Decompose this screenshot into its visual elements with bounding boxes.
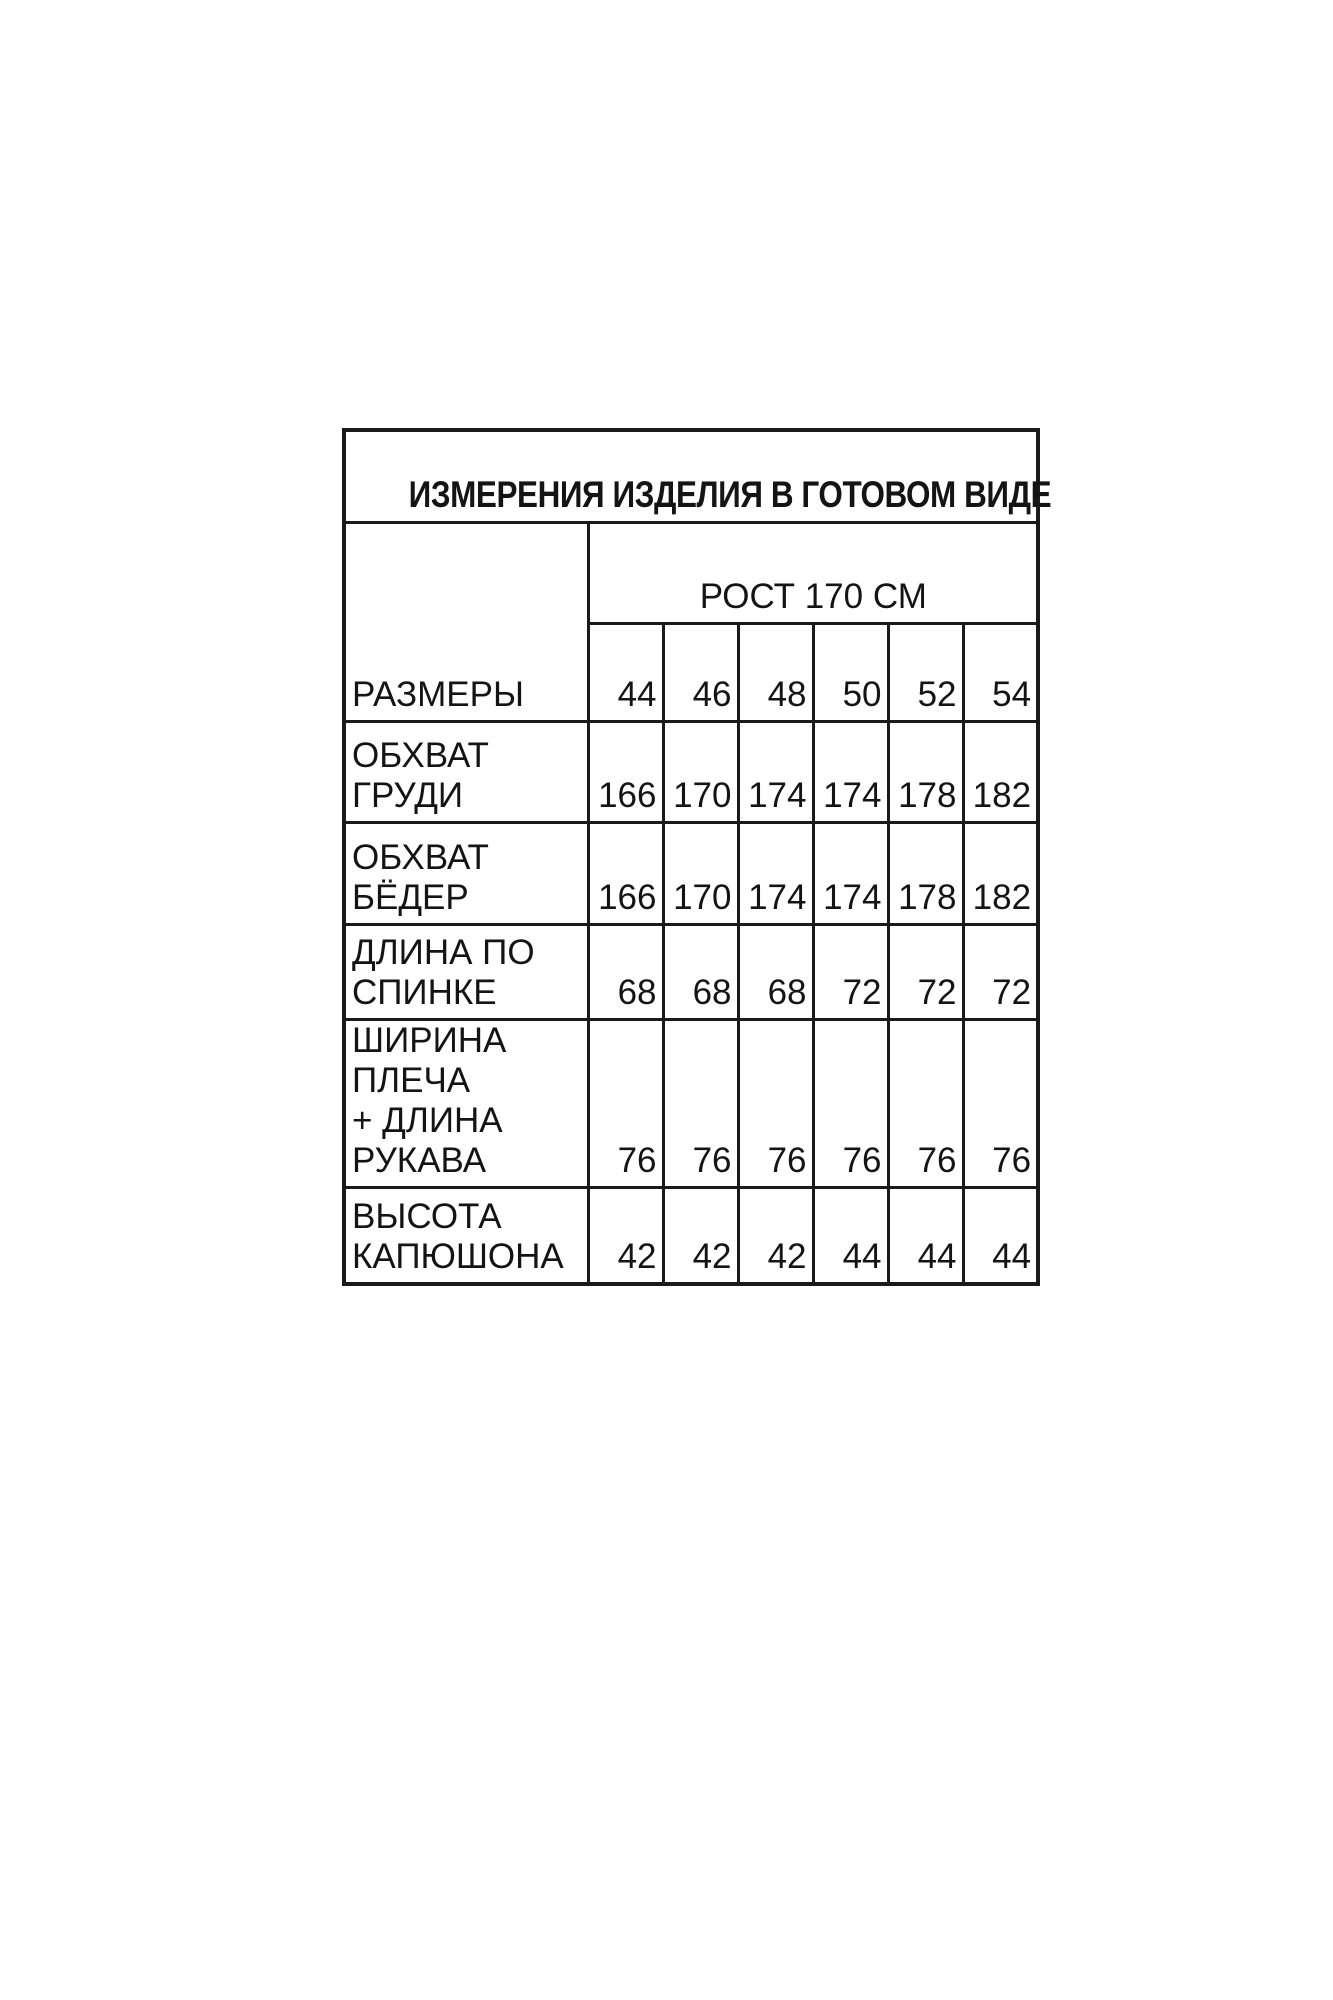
measurement-label-line: ШИРИНА ПЛЕЧА [352,1020,507,1100]
size-value-cell: 46 [663,623,738,721]
measurement-value-cell: 178 [888,822,963,924]
measurement-value-cell: 72 [963,924,1038,1019]
table-row-shoulder-sleeve [344,1019,1038,1187]
measurement-value-cell: 182 [963,822,1038,924]
measurement-value-cell: 170 [663,822,738,924]
sizes-label-cell [344,522,588,721]
measurement-label-cell [344,721,588,822]
measurement-value-cell: 68 [588,924,663,1019]
measurement-label: ОБХВАТ ГРУДИ [352,735,489,815]
size-value-cell: 50 [813,623,888,721]
measurement-value-cell: 72 [888,924,963,1019]
measurement-value-cell: 76 [738,1019,813,1187]
measurement-label-line: + ДЛИНА [352,1100,503,1140]
table-row-back-length [344,924,1038,1019]
table-row-hips [344,822,1038,924]
measurement-value-cell: 44 [813,1187,888,1284]
measurement-value-cell: 174 [813,721,888,822]
measurement-value-cell: 42 [663,1187,738,1284]
measurement-value-cell: 182 [963,721,1038,822]
measurement-value-cell: 166 [588,721,663,822]
measurement-value-cell: 170 [663,721,738,822]
table-row-chest [344,721,1038,822]
size-value-cell: 54 [963,623,1038,721]
measurement-value-cell: 76 [963,1019,1038,1187]
measurement-value-cell: 174 [738,721,813,822]
measurement-value-cell: 76 [588,1019,663,1187]
measurement-value-cell: 174 [813,822,888,924]
table-row-title [344,430,1038,522]
measurement-value-cell: 178 [888,721,963,822]
measurement-value-cell: 44 [888,1187,963,1284]
measurement-value-cell: 76 [813,1019,888,1187]
size-value-cell: 44 [588,623,663,721]
measurement-value-cell: 42 [738,1187,813,1284]
size-value-cell: 48 [738,623,813,721]
measurement-label: ОБХВАТ БЁДЕР [352,837,489,917]
measurement-label-line: ВЫСОТА [352,1197,502,1236]
measurement-value-cell: 174 [738,822,813,924]
measurement-value-cell: 68 [663,924,738,1019]
measurement-value-cell: 42 [588,1187,663,1284]
size-value-cell: 52 [888,623,963,721]
measurement-value-cell: 166 [588,822,663,924]
sizes-label: РАЗМЕРЫ [352,674,524,714]
measurement-value-cell: 68 [738,924,813,1019]
table-title-cell [344,430,1052,522]
measurement-value-cell: 44 [963,1187,1038,1284]
table-row-height-header [344,522,1038,623]
measurement-label-cell [344,1019,588,1187]
measurement-label-line: КАПЮШОНА [352,1237,564,1276]
measurement-label-line: СПИНКЕ [352,972,497,1012]
measurement-label-line: ДЛИНА ПО [352,932,535,972]
measurement-label-cell [344,1187,588,1284]
measurement-value-cell: 76 [888,1019,963,1187]
measurement-label-cell [344,822,588,924]
measurement-label-cell [344,924,588,1019]
height-header-cell: РОСТ 170 СМ [588,522,1038,623]
measurement-label-line: РУКАВА [352,1140,487,1180]
measurement-value-cell: 72 [813,924,888,1019]
table-row-hood-height [344,1187,1038,1284]
measurement-value-cell: 76 [663,1019,738,1187]
table-title: ИЗМЕРЕНИЯ ИЗДЕЛИЯ В ГОТОВОМ ВИДЕ [408,473,1052,515]
size-chart-table [342,428,1052,1286]
